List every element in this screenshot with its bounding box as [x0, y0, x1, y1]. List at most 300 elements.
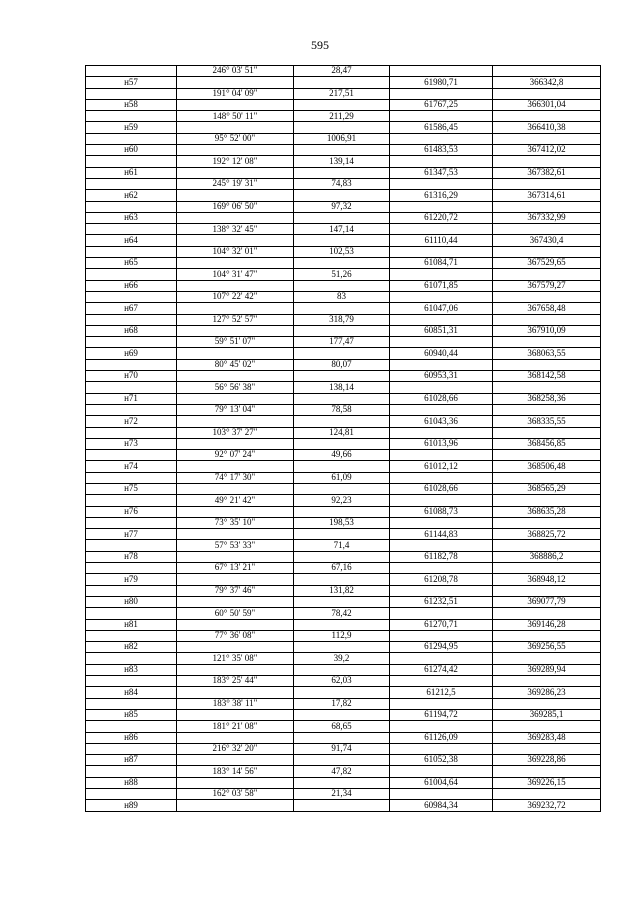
x-coordinate-cell	[390, 88, 493, 99]
x-coordinate-cell: 60984,34	[390, 800, 493, 811]
point-name-cell: н89	[86, 800, 177, 811]
segment-length-cell	[294, 235, 390, 246]
direction-angle-cell: 127° 52' 57"	[177, 314, 294, 325]
segment-length-cell	[294, 461, 390, 472]
x-coordinate-cell: 61028,66	[390, 393, 493, 404]
segment-length-cell	[294, 664, 390, 675]
direction-angle-cell	[177, 145, 294, 156]
y-coordinate-cell	[493, 653, 601, 664]
segment-length-cell	[294, 709, 390, 720]
y-coordinate-cell	[493, 246, 601, 257]
segment-length-cell: 318,79	[294, 314, 390, 325]
point-name-cell	[86, 156, 177, 167]
y-coordinate-cell: 367579,27	[493, 280, 601, 291]
table-row	[86, 404, 601, 415]
y-coordinate-cell	[493, 766, 601, 777]
direction-angle-cell	[177, 167, 294, 178]
direction-angle-cell: 57° 53' 33"	[177, 540, 294, 551]
table-row	[86, 709, 601, 720]
table-row	[86, 382, 601, 393]
direction-angle-cell: 77° 36' 08"	[177, 630, 294, 641]
point-name-cell	[86, 337, 177, 348]
direction-angle-cell: 74° 17' 30"	[177, 472, 294, 483]
point-name-cell: н82	[86, 642, 177, 653]
point-name-cell: н66	[86, 280, 177, 291]
segment-length-cell: 62,03	[294, 676, 390, 687]
segment-length-cell	[294, 619, 390, 630]
x-coordinate-cell: 61043,36	[390, 416, 493, 427]
segment-length-cell	[294, 551, 390, 562]
y-coordinate-cell: 367314,61	[493, 190, 601, 201]
table-row	[86, 517, 601, 528]
point-name-cell: н83	[86, 664, 177, 675]
segment-length-cell: 61,09	[294, 472, 390, 483]
y-coordinate-cell	[493, 427, 601, 438]
y-coordinate-cell: 368635,28	[493, 506, 601, 517]
table-row	[86, 551, 601, 562]
table-row	[86, 156, 601, 167]
x-coordinate-cell	[390, 427, 493, 438]
direction-angle-cell: 148° 50' 11"	[177, 111, 294, 122]
direction-angle-cell	[177, 551, 294, 562]
segment-length-cell: 67,16	[294, 563, 390, 574]
segment-length-cell: 17,82	[294, 698, 390, 709]
x-coordinate-cell: 61232,51	[390, 596, 493, 607]
direction-angle-cell: 79° 13' 04"	[177, 404, 294, 415]
x-coordinate-cell	[390, 178, 493, 189]
x-coordinate-cell	[390, 246, 493, 257]
segment-length-cell	[294, 325, 390, 336]
y-coordinate-cell: 368258,36	[493, 393, 601, 404]
segment-length-cell	[294, 529, 390, 540]
segment-length-cell: 147,14	[294, 224, 390, 235]
segment-length-cell: 74,83	[294, 178, 390, 189]
y-coordinate-cell	[493, 201, 601, 212]
point-name-cell	[86, 133, 177, 144]
direction-angle-cell	[177, 190, 294, 201]
x-coordinate-cell	[390, 156, 493, 167]
direction-angle-cell: 183° 38' 11"	[177, 698, 294, 709]
y-coordinate-cell: 367412,02	[493, 145, 601, 156]
y-coordinate-cell	[493, 563, 601, 574]
segment-length-cell: 80,07	[294, 359, 390, 370]
direction-angle-cell: 216° 32' 20"	[177, 743, 294, 754]
point-name-cell: н74	[86, 461, 177, 472]
table-row	[86, 800, 601, 811]
y-coordinate-cell	[493, 111, 601, 122]
point-name-cell: н64	[86, 235, 177, 246]
y-coordinate-cell	[493, 404, 601, 415]
point-name-cell: н63	[86, 212, 177, 223]
direction-angle-cell: 107° 22' 42"	[177, 291, 294, 302]
segment-length-cell: 49,66	[294, 450, 390, 461]
x-coordinate-cell	[390, 111, 493, 122]
table-row	[86, 190, 601, 201]
segment-length-cell	[294, 732, 390, 743]
y-coordinate-cell: 367658,48	[493, 303, 601, 314]
y-coordinate-cell: 369146,28	[493, 619, 601, 630]
x-coordinate-cell: 61028,66	[390, 483, 493, 494]
point-name-cell	[86, 111, 177, 122]
x-coordinate-cell	[390, 314, 493, 325]
segment-length-cell	[294, 167, 390, 178]
segment-length-cell: 1006,91	[294, 133, 390, 144]
point-name-cell	[86, 472, 177, 483]
point-name-cell: н76	[86, 506, 177, 517]
direction-angle-cell	[177, 258, 294, 269]
point-name-cell: н60	[86, 145, 177, 156]
x-coordinate-cell	[390, 585, 493, 596]
point-name-cell: н73	[86, 438, 177, 449]
point-name-cell: н65	[86, 258, 177, 269]
y-coordinate-cell	[493, 608, 601, 619]
point-name-cell	[86, 721, 177, 732]
table-row	[86, 732, 601, 743]
point-name-cell	[86, 450, 177, 461]
segment-length-cell: 78,42	[294, 608, 390, 619]
x-coordinate-cell	[390, 608, 493, 619]
table-row	[86, 224, 601, 235]
table-row	[86, 687, 601, 698]
direction-angle-cell	[177, 371, 294, 382]
table-row	[86, 540, 601, 551]
page-number: 595	[311, 38, 329, 52]
table-row	[86, 777, 601, 788]
table-row	[86, 212, 601, 223]
y-coordinate-cell: 367529,65	[493, 258, 601, 269]
direction-angle-cell: 92° 07' 24"	[177, 450, 294, 461]
point-name-cell: н86	[86, 732, 177, 743]
segment-length-cell	[294, 393, 390, 404]
y-coordinate-cell: 368948,12	[493, 574, 601, 585]
x-coordinate-cell: 61004,64	[390, 777, 493, 788]
x-coordinate-cell: 61586,45	[390, 122, 493, 133]
segment-length-cell: 21,34	[294, 789, 390, 800]
direction-angle-cell	[177, 280, 294, 291]
point-name-cell	[86, 630, 177, 641]
segment-length-cell	[294, 777, 390, 788]
table-row	[86, 325, 601, 336]
direction-angle-cell: 104° 32' 01"	[177, 246, 294, 257]
point-name-cell	[86, 789, 177, 800]
segment-length-cell	[294, 280, 390, 291]
y-coordinate-cell: 369232,72	[493, 800, 601, 811]
table-row	[86, 766, 601, 777]
direction-angle-cell: 103° 37' 27"	[177, 427, 294, 438]
x-coordinate-cell	[390, 563, 493, 574]
x-coordinate-cell	[390, 450, 493, 461]
point-name-cell	[86, 382, 177, 393]
point-name-cell: н70	[86, 371, 177, 382]
point-name-cell: н59	[86, 122, 177, 133]
x-coordinate-cell: 61052,38	[390, 755, 493, 766]
segment-length-cell	[294, 190, 390, 201]
y-coordinate-cell	[493, 789, 601, 800]
x-coordinate-cell	[390, 789, 493, 800]
x-coordinate-cell: 60851,31	[390, 325, 493, 336]
table-row	[86, 258, 601, 269]
table-row	[86, 393, 601, 404]
segment-length-cell	[294, 145, 390, 156]
segment-length-cell	[294, 122, 390, 133]
segment-length-cell	[294, 303, 390, 314]
table-row	[86, 99, 601, 110]
direction-angle-cell: 73° 35' 10"	[177, 517, 294, 528]
segment-length-cell: 51,26	[294, 269, 390, 280]
direction-angle-cell: 162° 03' 58"	[177, 789, 294, 800]
table-row	[86, 133, 601, 144]
table-row	[86, 167, 601, 178]
point-name-cell	[86, 291, 177, 302]
table-row	[86, 337, 601, 348]
coordinates-table-body	[86, 66, 601, 812]
x-coordinate-cell: 61194,72	[390, 709, 493, 720]
x-coordinate-cell	[390, 676, 493, 687]
direction-angle-cell	[177, 393, 294, 404]
y-coordinate-cell	[493, 585, 601, 596]
point-name-cell: н61	[86, 167, 177, 178]
segment-length-cell: 217,51	[294, 88, 390, 99]
y-coordinate-cell: 368456,85	[493, 438, 601, 449]
point-name-cell	[86, 563, 177, 574]
x-coordinate-cell: 61013,96	[390, 438, 493, 449]
point-name-cell	[86, 540, 177, 551]
direction-angle-cell: 79° 37' 46"	[177, 585, 294, 596]
point-name-cell	[86, 676, 177, 687]
direction-angle-cell	[177, 596, 294, 607]
y-coordinate-cell	[493, 156, 601, 167]
point-name-cell	[86, 314, 177, 325]
point-name-cell: н79	[86, 574, 177, 585]
x-coordinate-cell	[390, 359, 493, 370]
y-coordinate-cell	[493, 66, 601, 77]
segment-length-cell	[294, 687, 390, 698]
y-coordinate-cell: 369256,55	[493, 642, 601, 653]
x-coordinate-cell	[390, 472, 493, 483]
x-coordinate-cell	[390, 291, 493, 302]
x-coordinate-cell: 61012,12	[390, 461, 493, 472]
segment-length-cell: 83	[294, 291, 390, 302]
point-name-cell	[86, 404, 177, 415]
point-name-cell: н77	[86, 529, 177, 540]
direction-angle-cell	[177, 99, 294, 110]
segment-length-cell	[294, 483, 390, 494]
direction-angle-cell: 245° 19' 31"	[177, 178, 294, 189]
y-coordinate-cell	[493, 359, 601, 370]
direction-angle-cell	[177, 77, 294, 88]
table-row	[86, 642, 601, 653]
y-coordinate-cell	[493, 178, 601, 189]
direction-angle-cell	[177, 212, 294, 223]
x-coordinate-cell: 60940,44	[390, 348, 493, 359]
direction-angle-cell: 183° 25' 44"	[177, 676, 294, 687]
point-name-cell	[86, 201, 177, 212]
segment-length-cell: 177,47	[294, 337, 390, 348]
x-coordinate-cell: 61270,71	[390, 619, 493, 630]
y-coordinate-cell	[493, 743, 601, 754]
table-row	[86, 506, 601, 517]
table-row	[86, 269, 601, 280]
point-name-cell: н75	[86, 483, 177, 494]
y-coordinate-cell	[493, 314, 601, 325]
point-name-cell	[86, 427, 177, 438]
table-row	[86, 721, 601, 732]
x-coordinate-cell: 61110,44	[390, 235, 493, 246]
table-row	[86, 348, 601, 359]
x-coordinate-cell	[390, 495, 493, 506]
x-coordinate-cell	[390, 133, 493, 144]
point-name-cell: н71	[86, 393, 177, 404]
y-coordinate-cell	[493, 630, 601, 641]
table-row	[86, 145, 601, 156]
segment-length-cell: 71,4	[294, 540, 390, 551]
point-name-cell	[86, 698, 177, 709]
table-row	[86, 427, 601, 438]
segment-length-cell	[294, 755, 390, 766]
direction-angle-cell	[177, 709, 294, 720]
table-row	[86, 416, 601, 427]
table-row	[86, 77, 601, 88]
direction-angle-cell	[177, 777, 294, 788]
x-coordinate-cell	[390, 404, 493, 415]
table-row	[86, 371, 601, 382]
table-row	[86, 495, 601, 506]
direction-angle-cell: 191° 04' 09"	[177, 88, 294, 99]
x-coordinate-cell	[390, 540, 493, 551]
x-coordinate-cell: 61220,72	[390, 212, 493, 223]
segment-length-cell	[294, 371, 390, 382]
point-name-cell	[86, 246, 177, 257]
y-coordinate-cell: 369289,94	[493, 664, 601, 675]
segment-length-cell: 138,14	[294, 382, 390, 393]
y-coordinate-cell	[493, 133, 601, 144]
segment-length-cell	[294, 438, 390, 449]
y-coordinate-cell: 367430,4	[493, 235, 601, 246]
x-coordinate-cell: 61126,09	[390, 732, 493, 743]
direction-angle-cell: 246° 03' 51"	[177, 66, 294, 77]
x-coordinate-cell: 61088,73	[390, 506, 493, 517]
segment-length-cell: 198,53	[294, 517, 390, 528]
x-coordinate-cell	[390, 269, 493, 280]
segment-length-cell: 131,82	[294, 585, 390, 596]
x-coordinate-cell	[390, 224, 493, 235]
y-coordinate-cell	[493, 472, 601, 483]
point-name-cell: н58	[86, 99, 177, 110]
y-coordinate-cell: 368506,48	[493, 461, 601, 472]
x-coordinate-cell: 61047,06	[390, 303, 493, 314]
direction-angle-cell	[177, 642, 294, 653]
direction-angle-cell	[177, 506, 294, 517]
direction-angle-cell	[177, 687, 294, 698]
y-coordinate-cell	[493, 382, 601, 393]
direction-angle-cell: 181° 21' 08"	[177, 721, 294, 732]
segment-length-cell: 112,9	[294, 630, 390, 641]
y-coordinate-cell: 366301,04	[493, 99, 601, 110]
y-coordinate-cell: 369285,1	[493, 709, 601, 720]
segment-length-cell: 102,53	[294, 246, 390, 257]
table-row	[86, 529, 601, 540]
x-coordinate-cell: 61212,5	[390, 687, 493, 698]
point-name-cell: н78	[86, 551, 177, 562]
point-name-cell: н68	[86, 325, 177, 336]
direction-angle-cell: 183° 14' 56"	[177, 766, 294, 777]
segment-length-cell	[294, 416, 390, 427]
point-name-cell	[86, 766, 177, 777]
direction-angle-cell: 121° 35' 08"	[177, 653, 294, 664]
table-row	[86, 608, 601, 619]
segment-length-cell	[294, 212, 390, 223]
y-coordinate-cell: 369228,86	[493, 755, 601, 766]
direction-angle-cell: 67° 13' 21"	[177, 563, 294, 574]
point-name-cell: н81	[86, 619, 177, 630]
y-coordinate-cell: 368063,55	[493, 348, 601, 359]
direction-angle-cell	[177, 574, 294, 585]
direction-angle-cell: 49° 21' 42"	[177, 495, 294, 506]
direction-angle-cell	[177, 348, 294, 359]
y-coordinate-cell	[493, 698, 601, 709]
direction-angle-cell: 95° 52' 00"	[177, 133, 294, 144]
segment-length-cell	[294, 574, 390, 585]
table-row	[86, 574, 601, 585]
table-row	[86, 619, 601, 630]
table-row	[86, 755, 601, 766]
x-coordinate-cell: 61980,71	[390, 77, 493, 88]
x-coordinate-cell	[390, 66, 493, 77]
table-row	[86, 630, 601, 641]
point-name-cell: н84	[86, 687, 177, 698]
table-row	[86, 664, 601, 675]
x-coordinate-cell: 61144,83	[390, 529, 493, 540]
segment-length-cell: 47,82	[294, 766, 390, 777]
segment-length-cell: 92,23	[294, 495, 390, 506]
segment-length-cell: 139,14	[294, 156, 390, 167]
segment-length-cell	[294, 800, 390, 811]
direction-angle-cell	[177, 483, 294, 494]
direction-angle-cell	[177, 235, 294, 246]
direction-angle-cell	[177, 619, 294, 630]
point-name-cell	[86, 608, 177, 619]
y-coordinate-cell	[493, 88, 601, 99]
y-coordinate-cell	[493, 495, 601, 506]
direction-angle-cell	[177, 732, 294, 743]
x-coordinate-cell	[390, 766, 493, 777]
y-coordinate-cell: 368825,72	[493, 529, 601, 540]
point-name-cell	[86, 517, 177, 528]
table-row	[86, 450, 601, 461]
segment-length-cell	[294, 596, 390, 607]
x-coordinate-cell	[390, 630, 493, 641]
x-coordinate-cell: 61767,25	[390, 99, 493, 110]
table-row	[86, 789, 601, 800]
table-row	[86, 653, 601, 664]
x-coordinate-cell	[390, 382, 493, 393]
direction-angle-cell	[177, 755, 294, 766]
x-coordinate-cell: 61316,29	[390, 190, 493, 201]
segment-length-cell	[294, 642, 390, 653]
direction-angle-cell: 104° 31' 47"	[177, 269, 294, 280]
point-name-cell	[86, 224, 177, 235]
point-name-cell	[86, 269, 177, 280]
point-name-cell	[86, 88, 177, 99]
point-name-cell	[86, 653, 177, 664]
direction-angle-cell	[177, 325, 294, 336]
segment-length-cell: 97,32	[294, 201, 390, 212]
y-coordinate-cell: 368335,55	[493, 416, 601, 427]
y-coordinate-cell: 367332,99	[493, 212, 601, 223]
point-name-cell	[86, 359, 177, 370]
table-row	[86, 246, 601, 257]
table-row	[86, 280, 601, 291]
